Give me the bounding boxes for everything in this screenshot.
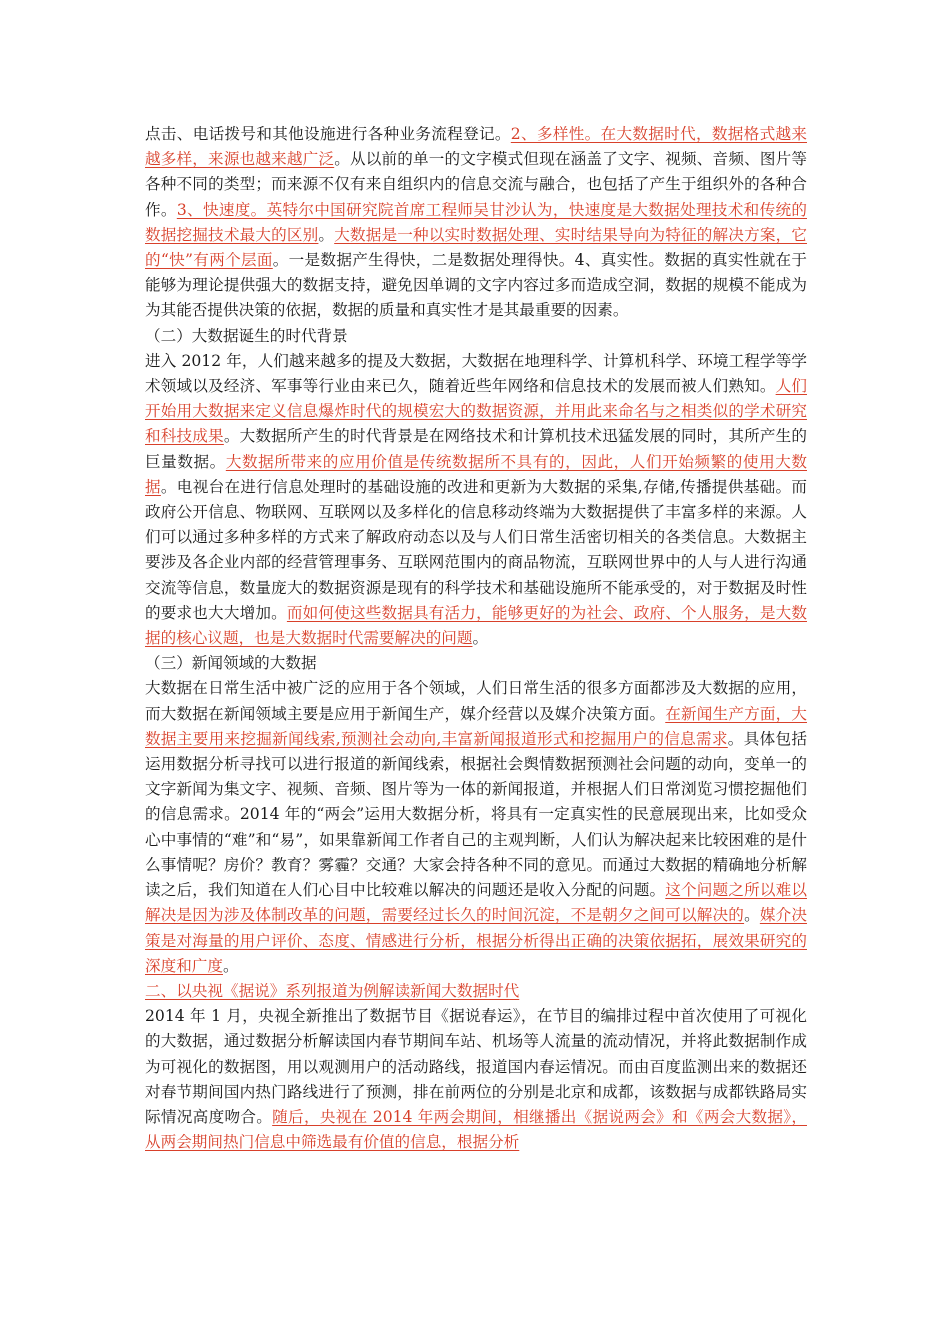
highlighted-text: 在新闻生产方面，大数据主要用来挖掘新闻线索,预测社会动向,丰富新闻报道形式和挖掘用户的信息需求	[145, 704, 807, 748]
highlighted-text: 二、以央视《据说》系列报道为例解读新闻大数据时代	[145, 981, 520, 1000]
body-text: 。具体包括运用数据分析寻找可以进行报道的新闻线索，根据社会舆情数据预测社会问题的动向，变单一的文字新闻为集文字、视频、音频、图片等为一体的新闻报道，并根据人们日常浏览习惯挖掘他们的信息需求。2014 年的“两会”运用大数据分析，将具有一定真实性的民意展现出来，比如受众心中事情的“难”和“易”，如果靠新闻工作者自己的主观判断，人们认为解决起来比较困难的是什么事情呢？房价？教育？雾霾？交通？大家会持各种不同的意见。而通过大数据的精确地分析解读之后，我们知道在人们心目中比较难以解决的问题还是收入分配的问题。	[145, 729, 807, 900]
highlighted-text: 而如何使这些数据具有活力，能够更好的为社会、政府、个人服务，是大数据的核心议题，也是大数据时代需要解决的问题	[145, 603, 807, 648]
highlighted-text: 随后，央视在 2014 年两会期间，相继播出《据说两会》和《两会大数据》，从两会期间热门信息中筛选最有价值的信息，根据分析	[145, 1107, 807, 1152]
body-text: 大数据在日常生活中被广泛的应用于各个领域，人们日常生活的很多方面都涉及大数据的应用，而大数据在新闻领域主要是应用于新闻生产，媒介经营以及媒介决策方面。	[145, 679, 807, 723]
body-text: 。大数据所产生的时代背景是在网络技术和计算机技术迅猛发展的同时，其所产生的巨量数据。	[145, 427, 807, 471]
highlighted-text: 大数据所带来的应用价值是传统数据所不具有的，因此，人们开始频繁的使用大数据	[145, 452, 807, 496]
highlighted-text: 人们开始用大数据来定义信息爆炸时代的规模宏大的数据资源，并用此来命名与之相类似的学术研究和科技成果	[145, 377, 807, 446]
highlighted-text: 媒介决策是对海量的用户评价、态度、情感进行分析，根据分析得出正确的决策依据拓，展效果研究的深度和广度	[145, 906, 807, 975]
body-text: （三）新闻领域的大数据	[145, 654, 317, 673]
highlighted-text: 2、多样性。在大数据时代，数据格式越来越多样，来源也越来越广泛	[145, 125, 807, 169]
body-text: 。	[318, 225, 335, 244]
document-body	[145, 122, 807, 1155]
highlighted-text: 大数据是一种以实时数据处理、实时结果导向为特征的解决方案，它的“快”有两个层面	[145, 225, 807, 270]
section-heading-cctv-case	[145, 979, 807, 1004]
body-text: 。电视台在进行信息处理时的基础设施的改进和更新为大数据的采集,存储,传播提供基础。而政府公开信息、物联网、互联网以及多样化的信息移动终端为大数据提供了丰富多样的来源。人们可以通过多种多样的方式来了解政府动态以及与人们日常生活密切相关的各类信息。大数据主要涉及各企业内部的经营管理事务、互联网范围内的商品物流，互联网世界中的人与人进行沟通交流等信息，数量庞大的数据资源是现有的科学技术和基础设施所不能承受的，对于数据及时性的要求也大大增加。	[145, 477, 807, 622]
paragraph-background	[145, 349, 807, 651]
body-text: 点击、电话拨号和其他设施进行各种业务流程登记。	[145, 125, 511, 143]
body-text: 。从以前的单一的文字模式但现在涵盖了文字、视频、音频、图片等各种不同的类型；而来源不仅有来自组织内的信息交流与融合，也包括了产生于组织外的各种合作。	[145, 150, 807, 219]
paragraph-cctv-case	[145, 1004, 807, 1155]
section-heading-news-field	[145, 651, 807, 676]
body-text: 。	[472, 629, 489, 648]
body-text: 。一是数据产生得快，二是数据处理得快。4、真实性。数据的真实性就在于能够为理论提供强大的数据支持，避免因单调的文字内容过多而造成空洞，数据的规模不能成为为其能否提供决策的依据，数据的质量和真实性才是其最重要的因素。	[145, 251, 808, 320]
body-text: 进入 2012 年，人们越来越多的提及大数据，大数据在地理科学、计算机科学、环境工程学等学术领域以及经济、军事等行业由来已久，随着近些年网络和信息技术的发展而被人们熟知。	[145, 351, 807, 396]
paragraph-features	[145, 122, 807, 324]
paragraph-news-field	[145, 676, 807, 978]
highlighted-text: 这个问题之所以难以解决是因为涉及体制改革的问题，需要经过长久的时间沉淀，不是朝夕之间可以解决的	[145, 881, 807, 925]
section-heading-background	[145, 324, 807, 349]
body-text: 2014 年 1 月，央视全新推出了数据节目《据说春运》，在节目的编排过程中首次使用了可视化的大数据，通过数据分析解读国内春节期间车站、机场等人流量的流动情况，并将此数据制作成为可视化的数据图，用以观测用户的活动路线，报道国内春运情况。而由百度监测出来的数据还对春节期间国内热门路线进行了预测，排在前两位的分别是北京和成都，该数据与成都铁路局实际情况高度吻合。	[145, 1007, 807, 1126]
body-text: 。	[744, 906, 760, 925]
highlighted-text: 3、快速度。英特尔中国研究院首席工程师吴甘沙认为，快速度是大数据处理技术和传统的数据挖掘技术最大的区别	[145, 200, 807, 244]
body-text: 。	[222, 956, 239, 975]
body-text: （二）大数据诞生的时代背景	[145, 326, 348, 345]
